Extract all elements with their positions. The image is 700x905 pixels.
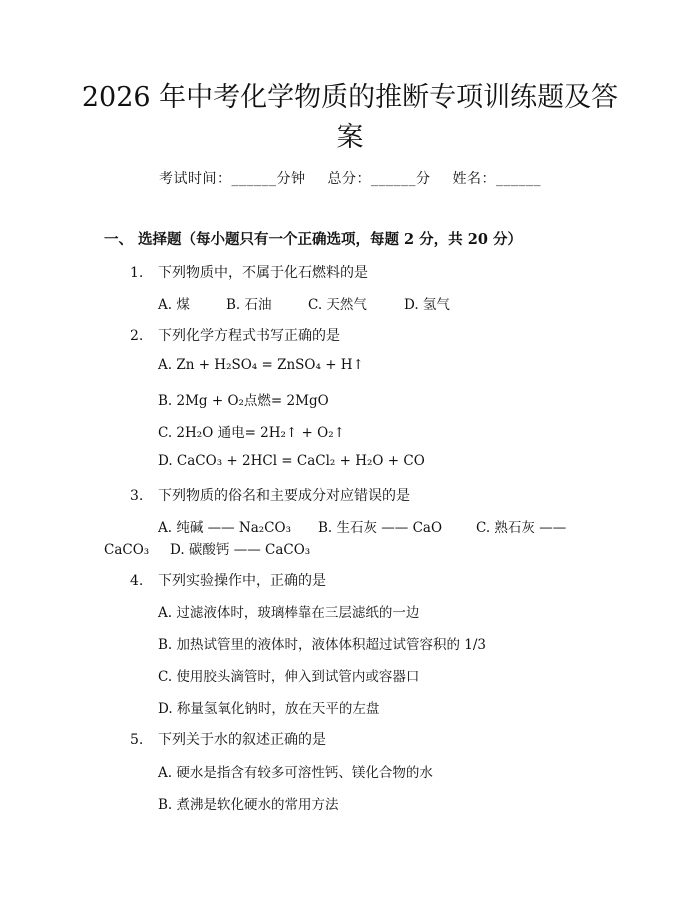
option-c: C. 使用胶头滴管时，伸入到试管内或容器口 xyxy=(158,669,420,685)
question-3 xyxy=(130,485,410,505)
option-b: B. 2Mg + O₂点燃= 2MgO xyxy=(158,393,329,409)
question-1 xyxy=(130,262,368,282)
question-3-options-line-2 xyxy=(104,538,310,558)
question-number: 1. xyxy=(130,265,144,281)
question-text: 下列物质的俗名和主要成分对应错误的是 xyxy=(158,488,410,504)
question-text: 下列化学方程式书写正确的是 xyxy=(158,328,340,344)
option-a: A. Zn + H₂SO₄ = ZnSO₄ + H↑ xyxy=(158,357,364,373)
section-heading xyxy=(104,228,522,249)
option-a: A. 过滤液体时，玻璃棒靠在三层滤纸的一边 xyxy=(158,605,420,621)
section-label: 选择题（每小题只有一个正确选项，每题 2 分，共 20 分） xyxy=(138,231,522,248)
question-4 xyxy=(130,570,326,590)
total-score: 总分：______分 xyxy=(327,171,431,187)
option-a: A. 纯碱 —— Na₂CO₃ xyxy=(158,520,291,536)
option-d: D. 碳酸钙 —— CaCO₃ xyxy=(170,542,311,558)
option-c: C. 熟石灰 —— xyxy=(476,520,567,536)
question-number: 4. xyxy=(130,573,144,589)
question-text: 下列实验操作中，正确的是 xyxy=(158,573,326,589)
exam-meta xyxy=(0,168,700,188)
section-number: 一、 xyxy=(104,231,133,248)
question-2 xyxy=(130,325,340,345)
question-text: 下列关于水的叙述正确的是 xyxy=(158,732,326,748)
option-c-continued: CaCO₃ xyxy=(104,542,150,558)
option-b: B. 生石灰 —— CaO xyxy=(318,520,443,536)
option-b: B. 石油 xyxy=(226,297,272,313)
option-c: C. 天然气 xyxy=(308,297,367,313)
question-number: 5. xyxy=(130,732,144,748)
option-b: B. 煮沸是软化硬水的常用方法 xyxy=(158,797,339,813)
option-c: C. 2H₂O 通电= 2H₂↑ + O₂↑ xyxy=(158,425,345,441)
question-number: 3. xyxy=(130,488,144,504)
question-5 xyxy=(130,729,326,749)
option-b: B. 加热试管里的液体时，液体体积超过试管容积的 1/3 xyxy=(158,637,487,653)
option-a: A. 硬水是指含有较多可溶性钙、镁化合物的水 xyxy=(158,765,433,781)
option-d: D. 称量氢氧化钠时，放在天平的左盘 xyxy=(158,701,380,717)
exam-time: 考试时间：______分钟 xyxy=(159,171,306,187)
question-number: 2. xyxy=(130,328,144,344)
question-1-options xyxy=(158,293,450,313)
page-title: 2026 年中考化学物质的推断专项训练题及答案 xyxy=(81,82,619,153)
question-3-options-line-1 xyxy=(158,516,566,536)
student-name: 姓名：______ xyxy=(452,171,541,187)
option-d: D. 氢气 xyxy=(404,297,450,313)
question-text: 下列物质中，不属于化石燃料的是 xyxy=(158,265,368,281)
option-a: A. 煤 xyxy=(158,297,190,313)
option-d: D. CaCO₃ + 2HCl = CaCl₂ + H₂O + CO xyxy=(158,453,425,469)
